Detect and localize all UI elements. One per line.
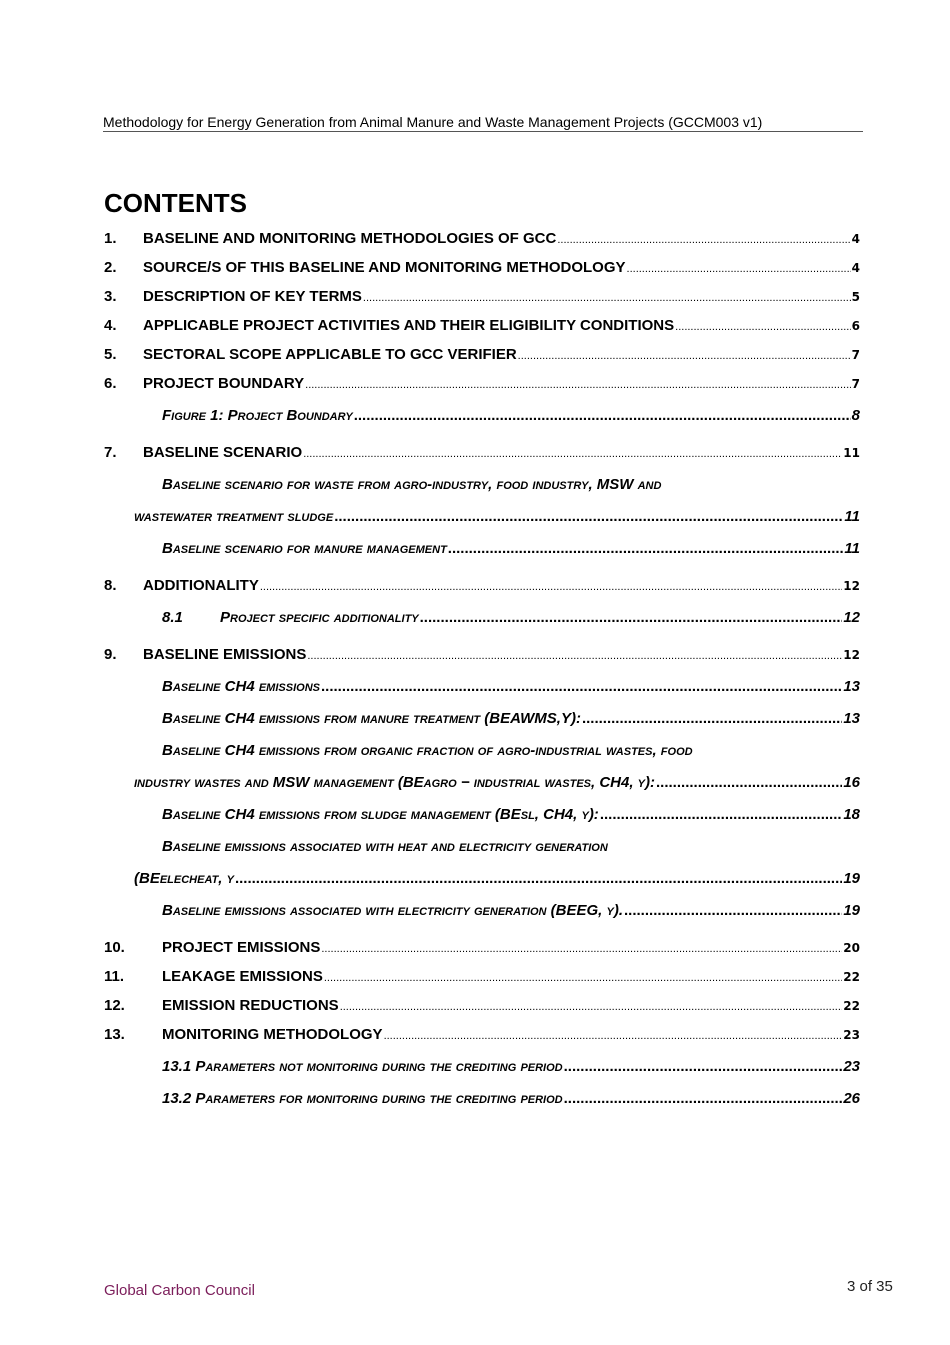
toc-label: SECTORAL SCOPE APPLICABLE TO GCC VERIFIER: [143, 346, 517, 363]
toc-leader: [324, 972, 842, 984]
toc-entry[interactable]: [104, 257, 860, 286]
toc-label: industry wastes and MSW management (BEagro − industrial wastes, CH4, y):: [134, 774, 656, 791]
toc-page: 11: [844, 540, 860, 557]
toc-subentry[interactable]: [104, 471, 860, 503]
toc-subentry-continued[interactable]: [104, 503, 860, 535]
toc-leader: [627, 263, 851, 275]
toc-label: Baseline scenario for waste from agro-industry, food industry, MSW and: [162, 476, 662, 493]
toc-page: 13: [843, 710, 860, 727]
toc-number: 6.: [104, 375, 117, 392]
toc-label: Project specific additionality: [220, 609, 419, 626]
toc-page: 6: [851, 319, 860, 333]
toc-label: EMISSION REDUCTIONS: [162, 997, 339, 1014]
toc-number: 4.: [104, 317, 117, 334]
toc-page: 7: [851, 348, 860, 362]
toc-subentry[interactable]: [104, 737, 860, 769]
toc-page: 4: [851, 261, 860, 275]
toc-leader: [303, 448, 842, 460]
toc-subentry[interactable]: [104, 402, 860, 434]
toc-entry[interactable]: [104, 575, 860, 604]
toc-subentry-continued[interactable]: [104, 865, 860, 897]
toc-subentry[interactable]: [104, 705, 860, 737]
toc-label: ADDITIONALITY: [143, 577, 259, 594]
toc-number: 8.1: [162, 609, 183, 626]
toc-label: BASELINE EMISSIONS: [143, 646, 307, 663]
toc-number: 7.: [104, 444, 117, 461]
toc-subentry[interactable]: [104, 673, 860, 705]
toc-label: PROJECT EMISSIONS: [162, 939, 321, 956]
toc-label: BASELINE AND MONITORING METHODOLOGIES OF GCC: [143, 230, 557, 247]
toc-subentry[interactable]: [104, 604, 860, 636]
toc-label: DESCRIPTION OF KEY TERMS: [143, 288, 362, 305]
toc-leader: [624, 902, 842, 919]
toc-leader: [363, 292, 851, 304]
toc-leader: [305, 379, 851, 391]
toc-page: 12: [843, 579, 860, 593]
toc-leader: [582, 710, 842, 727]
toc-label: Baseline CH4 emissions from sludge management (BEsl, CH4, y):: [162, 806, 599, 823]
toc-page: 7: [851, 377, 860, 391]
toc-label: 13.1 Parameters not monitoring during the crediting period: [162, 1058, 563, 1075]
toc-number: 5.: [104, 346, 117, 363]
toc-label: Figure 1: Project Boundary: [162, 407, 353, 424]
toc-page: 8: [851, 407, 860, 424]
toc-label: 13.2 Parameters for monitoring during the crediting period: [162, 1090, 563, 1107]
toc-entry[interactable]: [104, 442, 860, 471]
toc-subentry-continued[interactable]: [104, 769, 860, 801]
toc-leader: [564, 1090, 843, 1107]
toc-label: Baseline CH4 emissions from manure treatment (BEAWMS,Y):: [162, 710, 581, 727]
toc-page: 22: [843, 999, 860, 1013]
toc-subentry[interactable]: [104, 833, 860, 865]
toc-entry[interactable]: [104, 937, 860, 966]
toc-leader: [557, 234, 850, 246]
toc-subentry[interactable]: [104, 535, 860, 567]
toc-page: 4: [851, 232, 860, 246]
page-number: 3 of 35: [847, 1278, 893, 1295]
toc-label: PROJECT BOUNDARY: [143, 375, 305, 392]
toc-leader: [354, 407, 851, 424]
toc-leader: [600, 806, 843, 823]
toc-entry[interactable]: [104, 373, 860, 402]
running-header: Methodology for Energy Generation from Animal Manure and Waste Management Projects (GCCM003 v1): [103, 114, 863, 132]
toc-leader: [334, 508, 843, 525]
toc-entry[interactable]: [104, 344, 860, 373]
toc-page: 5: [851, 290, 860, 304]
toc-subentry[interactable]: [104, 1053, 860, 1085]
toc-page: 13: [843, 678, 860, 695]
toc-label: Baseline scenario for manure management: [162, 540, 447, 557]
toc-label: BASELINE SCENARIO: [143, 444, 303, 461]
toc-entry[interactable]: [104, 228, 860, 257]
toc-page: 18: [843, 806, 860, 823]
toc-page: 11: [844, 508, 860, 525]
toc-label: Baseline emissions associated with electricity generation (BEEG, y).: [162, 902, 624, 919]
toc-label: LEAKAGE EMISSIONS: [162, 968, 323, 985]
toc-entry[interactable]: [104, 315, 860, 344]
toc-page: 19: [843, 902, 860, 919]
toc-label: MONITORING METHODOLOGY: [162, 1026, 383, 1043]
toc-page: 16: [843, 774, 860, 791]
toc-label: Baseline CH4 emissions: [162, 678, 320, 695]
toc-number: 13.: [104, 1026, 125, 1043]
table-of-contents: [104, 228, 860, 1117]
page-title: CONTENTS: [104, 188, 247, 218]
toc-page: 12: [843, 648, 860, 662]
toc-subentry[interactable]: [104, 801, 860, 833]
toc-entry[interactable]: [104, 1024, 860, 1053]
toc-label: SOURCE/S OF THIS BASELINE AND MONITORING METHODOLOGY: [143, 259, 626, 276]
toc-number: 11.: [104, 968, 125, 985]
toc-label: wastewater treatment sludge: [134, 508, 334, 525]
toc-entry[interactable]: [104, 286, 860, 315]
toc-number: 10.: [104, 939, 125, 956]
toc-number: 1.: [104, 230, 117, 247]
toc-number: 9.: [104, 646, 117, 663]
toc-page: 22: [843, 970, 860, 984]
footer-organization: Global Carbon Council: [104, 1282, 255, 1299]
toc-label: APPLICABLE PROJECT ACTIVITIES AND THEIR ELIGIBILITY CONDITIONS: [143, 317, 675, 334]
toc-leader: [420, 609, 843, 626]
toc-leader: [675, 321, 850, 333]
toc-page: 26: [843, 1090, 860, 1107]
toc-label: (BEelecheat, y: [134, 870, 234, 887]
toc-label: Baseline CH4 emissions from organic fraction of agro-industrial wastes, food: [162, 742, 693, 759]
toc-leader: [384, 1030, 843, 1042]
toc-leader: [340, 1001, 843, 1013]
toc-number: 8.: [104, 577, 117, 594]
toc-leader: [321, 943, 842, 955]
toc-entry[interactable]: [104, 644, 860, 673]
toc-page: 11: [843, 446, 860, 460]
toc-leader: [518, 350, 851, 362]
toc-page: 20: [843, 941, 860, 955]
toc-leader: [448, 540, 844, 557]
toc-leader: [656, 774, 842, 791]
toc-page: 12: [843, 609, 860, 626]
toc-entry[interactable]: [104, 995, 860, 1024]
toc-number: 12.: [104, 997, 125, 1014]
toc-leader: [307, 650, 842, 662]
toc-leader: [260, 581, 842, 593]
toc-number: 3.: [104, 288, 117, 305]
toc-page: 19: [843, 870, 860, 887]
toc-subentry[interactable]: [104, 1085, 860, 1117]
toc-entry[interactable]: [104, 966, 860, 995]
toc-leader: [235, 870, 842, 887]
toc-subentry[interactable]: [104, 897, 860, 929]
toc-label: Baseline emissions associated with heat and electricity generation: [162, 838, 608, 855]
toc-leader: [321, 678, 842, 695]
toc-page: 23: [843, 1058, 860, 1075]
toc-leader: [564, 1058, 843, 1075]
toc-page: 23: [843, 1028, 860, 1042]
toc-number: 2.: [104, 259, 117, 276]
